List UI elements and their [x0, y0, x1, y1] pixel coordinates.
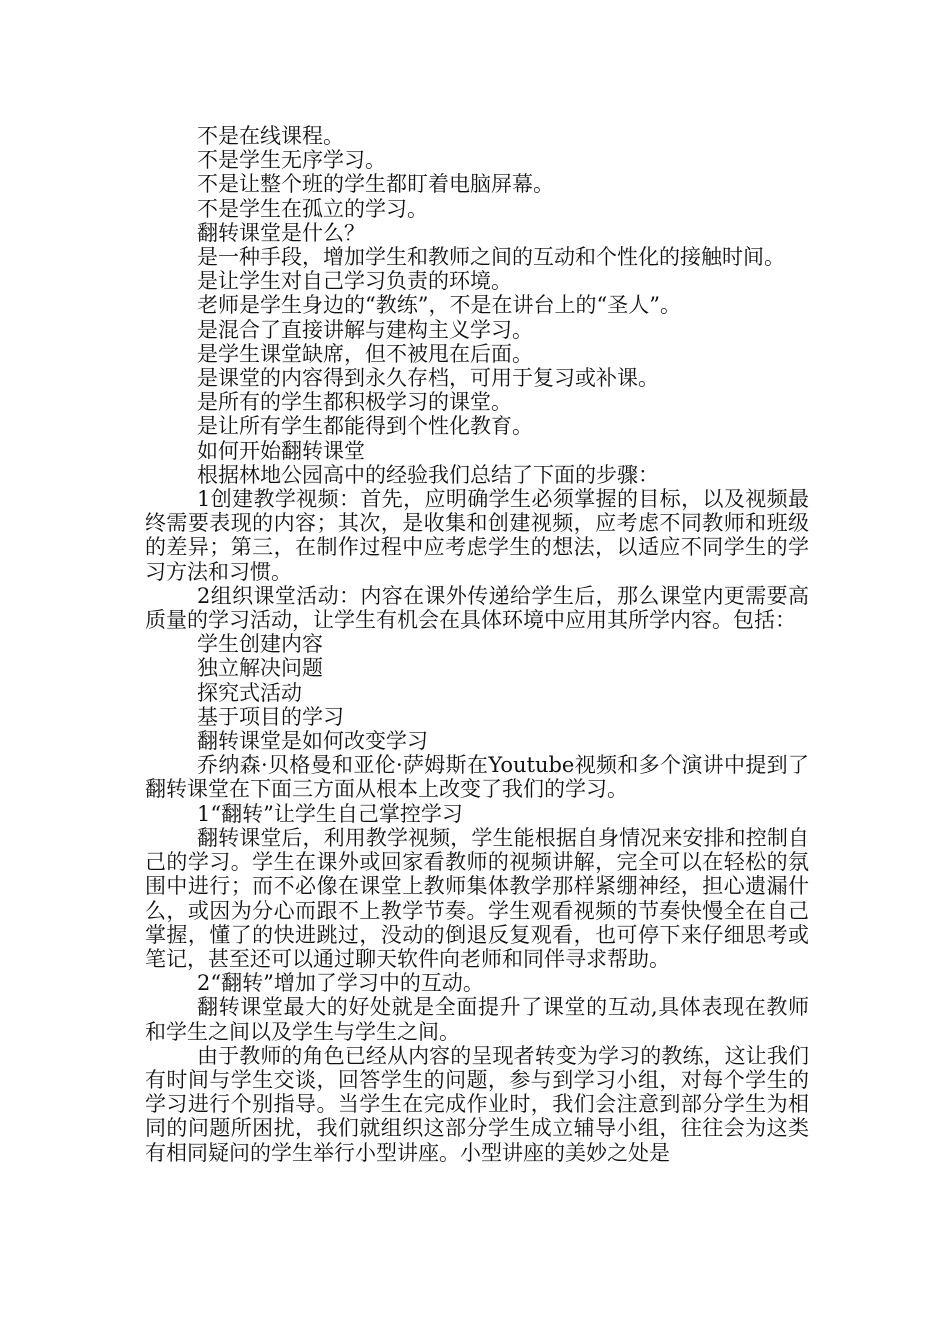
paragraph: 由于教师的角色已经从内容的呈现者转变为学习的教练，这让我们有时间与学生交谈，回答学生的问题，参与到学习小组，对每个学生的学习进行个别指导。当学生在完成作业时，我们会注意到部分学生为相同的问题所困扰，我们就组织这部分学生成立辅导小组，往往会为这类有相同疑问的学生举行小型讲座。小型讲座的美妙之处是 [145, 1043, 809, 1165]
paragraph: 是让所有学生都能得到个性化教育。 [197, 414, 533, 439]
paragraph: 2组织课堂活动：内容在课外传递给学生后，那么课堂内更需要高质量的学习活动，让学生有机会在具体环境中应用其所学内容。包括： [145, 583, 809, 633]
paragraph: 是一种手段，增加学生和教师之间的互动和个性化的接触时间。 [197, 245, 785, 270]
subheading: 2“翻转”增加了学习中的互动。 [197, 971, 484, 996]
paragraph: 是课堂的内容得到永久存档，可用于复习或补课。 [197, 366, 659, 391]
paragraph: 根据林地公园高中的经验我们总结了下面的步骤： [197, 462, 659, 487]
list-item: 学生创建内容 [197, 632, 323, 657]
paragraph: 不是学生无序学习。 [197, 148, 386, 173]
paragraph: 不是在线课程。 [197, 124, 344, 148]
section-heading: 翻转课堂是什么？ [197, 220, 365, 245]
paragraph: 翻转课堂最大的好处就是全面提升了课堂的互动,具体表现在教师和学生之间以及学生与学生之间。 [145, 995, 809, 1044]
document-body [145, 124, 809, 1165]
list-item: 基于项目的学习 [197, 704, 344, 729]
section-heading: 翻转课堂是如何改变学习 [197, 729, 428, 754]
paragraph: 不是学生在孤立的学习。 [197, 196, 428, 221]
section-heading: 如何开始翻转课堂 [197, 438, 365, 463]
paragraph: 不是让整个班的学生都盯着电脑屏幕。 [197, 172, 554, 197]
paragraph: 是学生课堂缺席，但不被甩在后面。 [197, 341, 533, 366]
paragraph: 是混合了直接讲解与建构主义学习。 [197, 317, 533, 342]
paragraph: 老师是学生身边的“教练”，不是在讲台上的“圣人”。 [197, 293, 681, 318]
subheading: 1“翻转”让学生自己掌控学习 [197, 801, 463, 826]
paragraph: 乔纳森·贝格曼和亚伦·萨姆斯在Youtube视频和多个演讲中提到了翻转课堂在下面三方面从根本上改变了我们的学习。 [145, 753, 809, 802]
paragraph: 是所有的学生都积极学习的课堂。 [197, 390, 512, 415]
list-item: 探究式活动 [197, 680, 302, 705]
paragraph: 1创建教学视频：首先，应明确学生必须掌握的目标，以及视频最终需要表现的内容；其次，是收集和创建视频，应考虑不同教师和班级的差异；第三，在制作过程中应考虑学生的想法，以适应不同学生的学习方法和习惯。 [145, 487, 809, 584]
paragraph: 翻转课堂后，利用教学视频，学生能根据自身情况来安排和控制自己的学习。学生在课外或回家看教师的视频讲解，完全可以在轻松的氛围中进行；而不必像在课堂上教师集体教学那样紧绷神经，担心遗漏什么，或因为分心而跟不上教学节奏。学生观看视频的节奏快慢全在自己掌握，懂了的快进跳过，没动的倒退反复观看，也可停下来仔细思考或笔记，甚至还可以通过聊天软件向老师和同伴寻求帮助。 [145, 825, 809, 971]
list-item: 独立解决问题 [197, 656, 323, 681]
paragraph: 是让学生对自己学习负责的环境。 [197, 269, 512, 294]
